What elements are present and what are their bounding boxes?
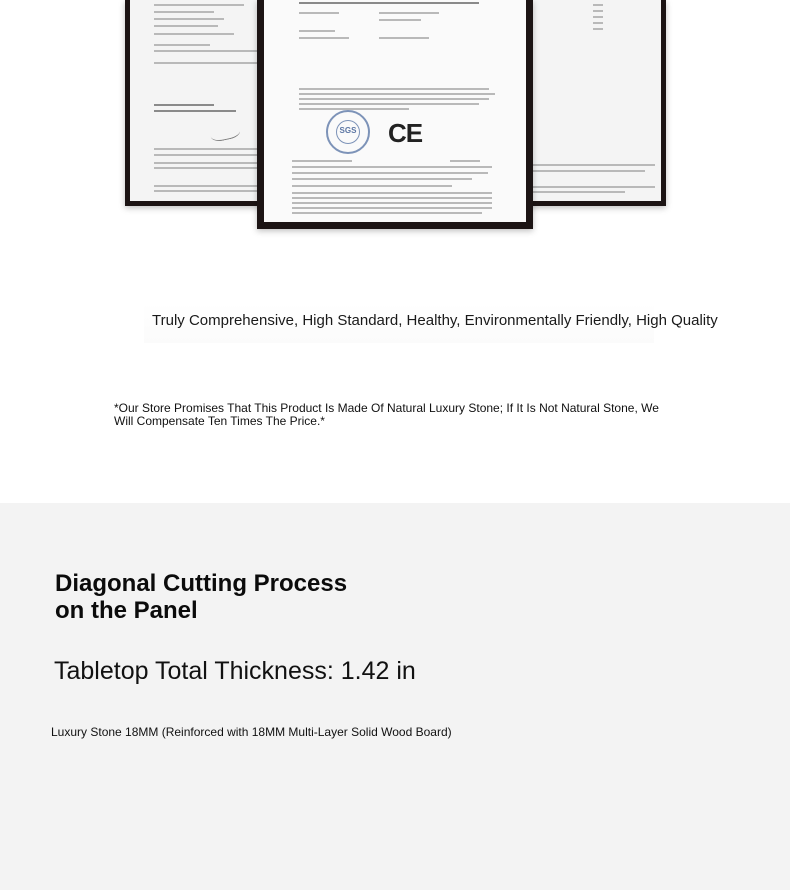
sgs-stamp-icon: SGS [326,110,370,154]
feature-title: Diagonal Cutting Process on the Panel [55,570,348,624]
ce-mark-icon: CE [388,118,423,148]
natural-stone-guarantee-note: *Our Store Promises That This Product Is Made Of Natural Luxury Stone; If It Is Not Natural Stone, We Will Compensate Ten Times The Price.* [114,401,659,428]
tabletop-thickness: Tabletop Total Thickness: 1.42 in [54,657,416,685]
certificate-document-center [264,0,526,222]
promise-headline: Truly Comprehensive, High Standard, Healthy, Environmentally Friendly, High Quality [144,303,654,343]
material-description: Luxury Stone 18MM (Reinforced with 18MM Multi-Layer Solid Wood Board) [51,725,452,739]
feature-section [0,503,790,890]
certificate-frame-center [257,0,533,229]
